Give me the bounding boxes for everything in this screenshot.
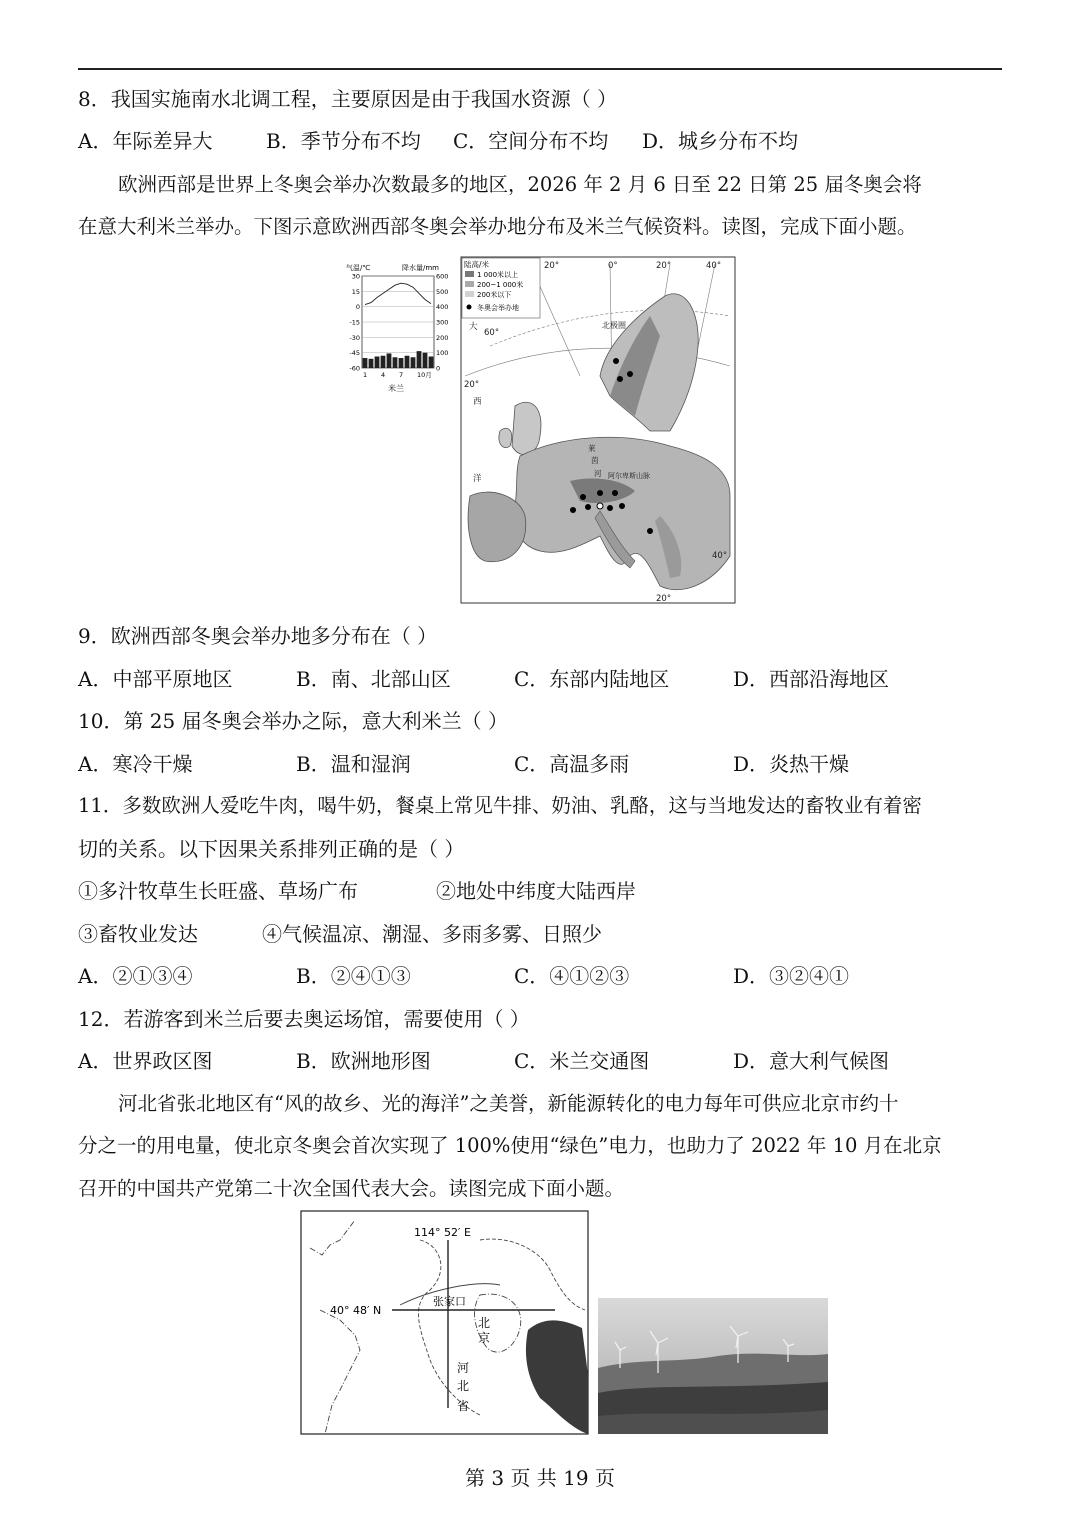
q8-option-a: A．年际差异大 bbox=[78, 129, 213, 153]
precip-bar bbox=[387, 353, 392, 368]
precip-bar bbox=[417, 351, 422, 368]
chart-ylabel-left: 气温/℃ bbox=[346, 264, 371, 272]
intro1-line1: 欧洲西部是世界上冬奥会举办次数最多的地区，2026 年 2 月 6 日至 22 日第 25 届冬奥会将 bbox=[118, 173, 922, 196]
precip-bar bbox=[393, 357, 398, 368]
precip-bar bbox=[423, 353, 428, 368]
zhangbei-map bbox=[300, 1210, 590, 1436]
chart-title: 米兰 bbox=[388, 384, 404, 393]
chart-left-tick: -60 bbox=[349, 364, 360, 373]
chart-left-tick: 15 bbox=[351, 287, 360, 296]
chart-ylabel-right: 降水量/mm bbox=[402, 264, 439, 272]
precip-bar bbox=[375, 357, 380, 369]
q9-option-d: D．西部沿海地区 bbox=[733, 667, 890, 691]
q10-option-b: B．温和湿润 bbox=[296, 752, 411, 776]
label-lon-40e: 40° bbox=[706, 261, 722, 271]
q11-stem-line2: 切的关系。以下因果关系排列正确的是（ ） bbox=[78, 837, 465, 861]
lon-label: 114° 52′ E bbox=[414, 1226, 471, 1239]
city-zhangjiakou: 张家口 bbox=[433, 1295, 466, 1308]
legend-mid: 200~1 000米 bbox=[477, 281, 524, 289]
q8-option-b: B．季节分布不均 bbox=[266, 129, 421, 153]
page-footer: 第 3 页 共 19 页 bbox=[465, 1466, 615, 1490]
chart-right-tick: 500 bbox=[436, 287, 449, 296]
precip-bar bbox=[381, 356, 386, 368]
q11-option-b: B．②④①③ bbox=[296, 964, 411, 988]
q11-option-a: A．②①③④ bbox=[78, 964, 193, 988]
q8-stem: 8．我国实施南水北调工程，主要原因是由于我国水资源（ ） bbox=[78, 87, 618, 111]
q11-stem-line1: 11．多数欧洲人爱吃牛肉，喝牛奶，餐桌上常见牛排、奶油、乳酪，这与当地发达的畜牧业有着密 bbox=[78, 794, 922, 817]
q12-option-c: C．米兰交通图 bbox=[514, 1049, 650, 1073]
q10-option-a: A．寒冷干燥 bbox=[78, 752, 193, 776]
label-alps: 阿尔卑斯山脉 bbox=[608, 472, 650, 480]
chart-right-tick: 100 bbox=[436, 349, 449, 358]
precip-bar bbox=[429, 357, 434, 369]
legend-high: 1 000米以上 bbox=[477, 271, 519, 279]
intro2-line2: 分之一的用电量，使北京冬奥会首次实现了 100%使用“绿色”电力，也助力了 2022 年 10 月在北京 bbox=[78, 1134, 942, 1157]
legend-title: 陆高/米 bbox=[464, 260, 490, 269]
label-rhine-3: 河 bbox=[594, 469, 602, 478]
chart-right-tick: 400 bbox=[436, 303, 449, 312]
chart-x-tick: 7 bbox=[399, 371, 404, 379]
chart-left-tick: -45 bbox=[349, 349, 360, 358]
legend-host: 冬奥会举办地 bbox=[477, 304, 519, 312]
chart-left-tick: -15 bbox=[349, 318, 360, 327]
milan-climate-chart bbox=[340, 260, 460, 400]
europe-map bbox=[460, 256, 736, 604]
precip-bar bbox=[363, 358, 368, 368]
chart-right-tick: 600 bbox=[436, 272, 449, 281]
q11-item-2: ②地处中纬度大陆西岸 bbox=[436, 879, 636, 903]
label-lat-40: 40° bbox=[712, 551, 728, 561]
top-rule bbox=[78, 68, 1002, 70]
chart-right-tick: 0 bbox=[436, 364, 441, 373]
q8-option-c: C．空间分布不均 bbox=[453, 129, 609, 153]
q9-option-a: A．中部平原地区 bbox=[78, 667, 233, 691]
q12-option-d: D．意大利气候图 bbox=[733, 1049, 890, 1073]
label-ocean-1: 大 bbox=[469, 322, 478, 332]
q11-item-1: ①多汁牧草生长旺盛、草场广布 bbox=[78, 879, 358, 903]
label-rhine-1: 莱 bbox=[588, 444, 596, 453]
q12-stem: 12．若游客到米兰后要去奥运场馆，需要使用（ ） bbox=[78, 1007, 530, 1031]
chart-right-tick: 300 bbox=[436, 318, 449, 327]
q12-option-a: A．世界政区图 bbox=[78, 1049, 213, 1073]
label-beijing-2: 京 bbox=[478, 1331, 491, 1345]
q10-stem: 10．第 25 届冬奥会举办之际，意大利米兰（ ） bbox=[78, 709, 508, 733]
q11-option-d: D．③②④① bbox=[733, 964, 850, 988]
precip-bar bbox=[399, 358, 404, 368]
q10-option-c: C．高温多雨 bbox=[514, 752, 630, 776]
label-lon-0: 0° bbox=[608, 261, 618, 271]
label-hebei-2: 北 bbox=[457, 1379, 470, 1393]
q9-option-c: C．东部内陆地区 bbox=[514, 667, 670, 691]
intro2-line3: 召开的中国共产党第二十次全国代表大会。读图完成下面小题。 bbox=[78, 1177, 625, 1200]
label-beijing-1: 北 bbox=[478, 1316, 491, 1330]
label-lon-20e: 20° bbox=[656, 261, 672, 271]
label-rhine-2: 茵 bbox=[591, 456, 599, 465]
label-lat-20: 20° bbox=[464, 380, 480, 390]
label-hebei-3: 省 bbox=[457, 1399, 470, 1413]
precip-bar bbox=[405, 356, 410, 368]
chart-left-tick: 0 bbox=[355, 303, 360, 312]
q12-option-b: B．欧洲地形图 bbox=[296, 1049, 431, 1073]
label-lon-20w: 20° bbox=[544, 261, 560, 271]
chart-x-tick: 10月 bbox=[417, 371, 432, 379]
chart-x-tick: 1 bbox=[363, 371, 368, 379]
label-arctic: 北极圈 bbox=[602, 321, 626, 330]
q9-stem: 9．欧洲西部冬奥会举办地多分布在（ ） bbox=[78, 624, 438, 648]
q11-item-4: ④气候温凉、潮湿、多雨多雾、日照少 bbox=[262, 922, 602, 946]
precip-bar bbox=[411, 357, 416, 368]
label-ocean-3: 洋 bbox=[473, 474, 482, 484]
q8-option-d: D．城乡分布不均 bbox=[642, 129, 799, 153]
label-lat-60: 60° bbox=[484, 328, 500, 338]
precip-bar bbox=[369, 359, 374, 368]
q10-option-d: D．炎热干燥 bbox=[733, 752, 850, 776]
chart-left-tick: -30 bbox=[349, 333, 360, 342]
temperature-line bbox=[365, 283, 431, 304]
q11-option-c: C．④①②③ bbox=[514, 964, 630, 988]
chart-x-tick: 4 bbox=[381, 371, 386, 379]
label-ocean-2: 西 bbox=[473, 397, 482, 407]
chart-right-tick: 200 bbox=[436, 333, 449, 342]
legend-low: 200米以下 bbox=[477, 291, 512, 299]
intro1-line2: 在意大利米兰举办。下图示意欧洲西部冬奥会举办地分布及米兰气候资料。读图，完成下面小题。 bbox=[78, 215, 917, 238]
intro2-line1: 河北省张北地区有“风的故乡、光的海洋”之美誉，新能源转化的电力每年可供应北京市约十 bbox=[118, 1092, 899, 1115]
label-lon-bottom: 20° bbox=[656, 594, 672, 604]
lat-label: 40° 48′ N bbox=[330, 1304, 382, 1317]
q9-option-b: B．南、北部山区 bbox=[296, 667, 451, 691]
label-hebei-1: 河 bbox=[457, 1361, 470, 1375]
wind-farm-photo bbox=[598, 1298, 828, 1434]
q11-item-3: ③畜牧业发达 bbox=[78, 922, 198, 946]
chart-left-tick: 30 bbox=[351, 272, 360, 281]
